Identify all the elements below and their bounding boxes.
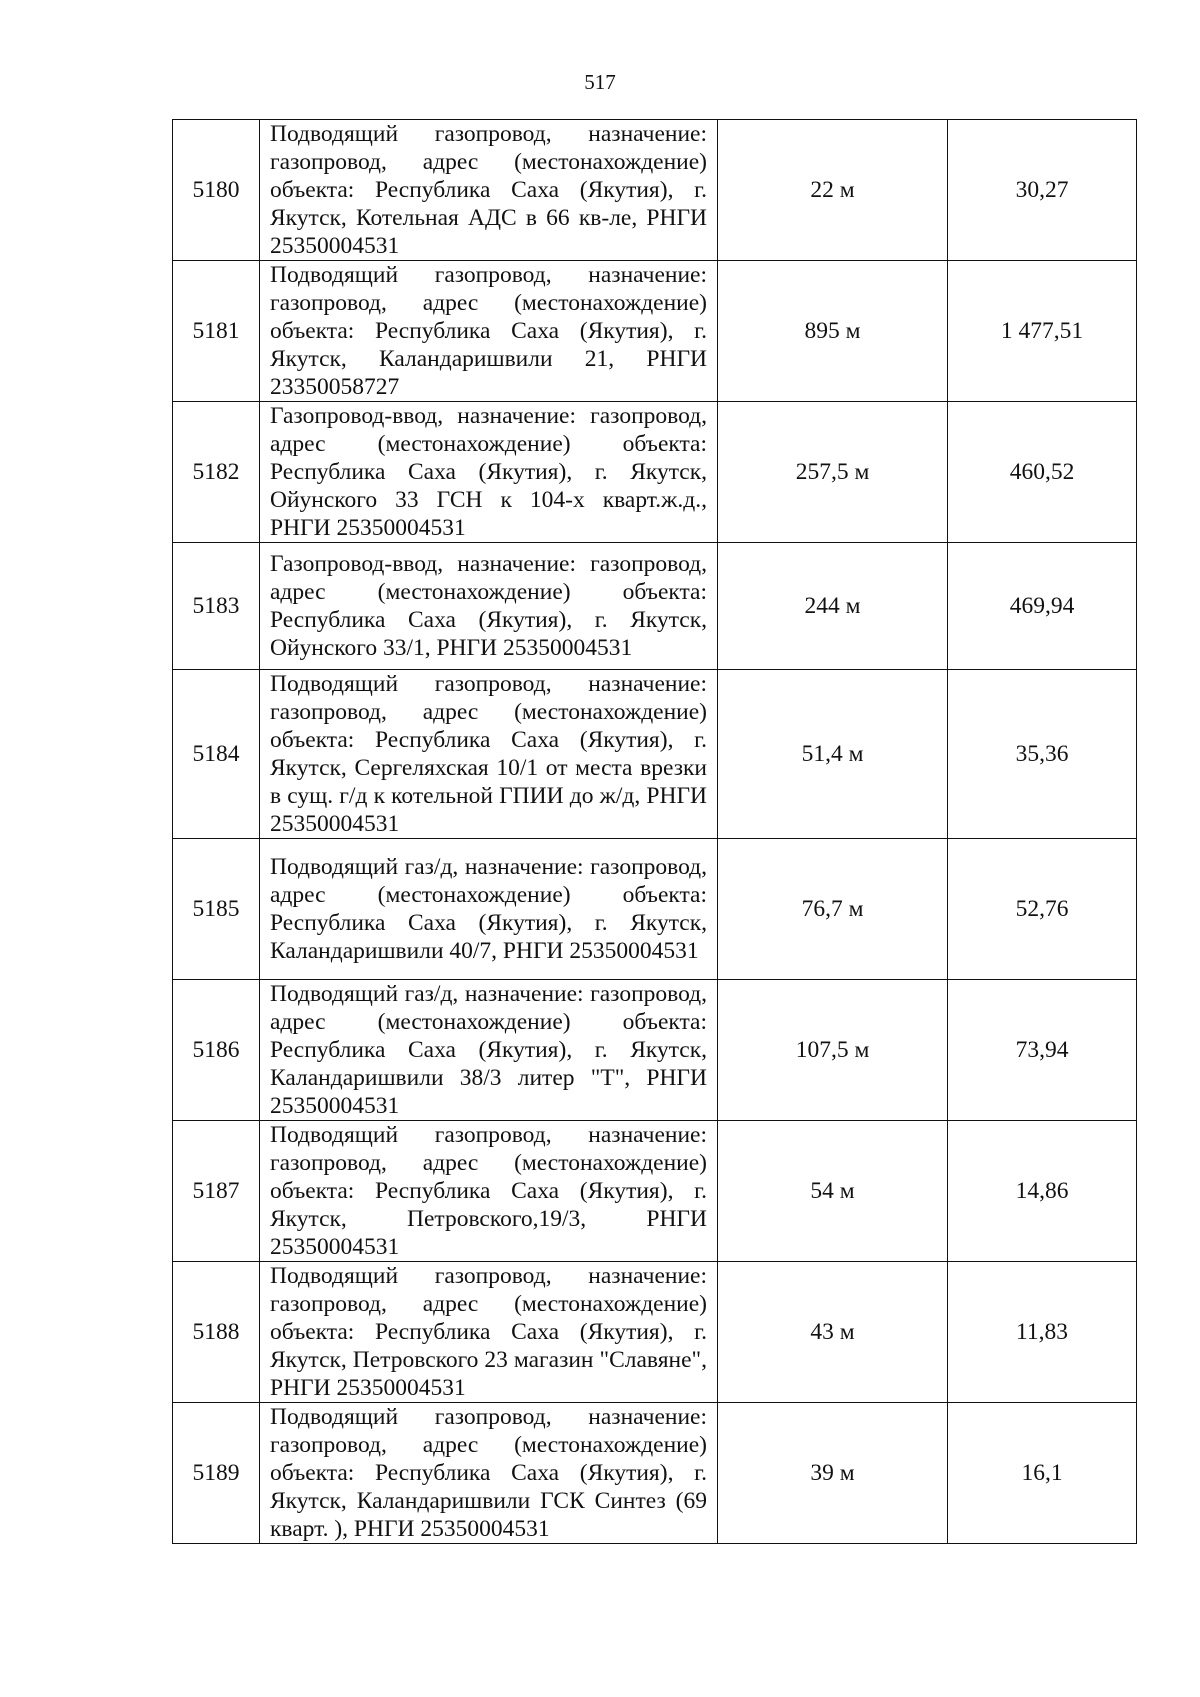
row-number: 5181 bbox=[173, 261, 260, 402]
object-length: 895 м bbox=[718, 261, 948, 402]
row-number: 5183 bbox=[173, 543, 260, 670]
property-registry-table bbox=[172, 119, 1137, 1544]
object-length: 107,5 м bbox=[718, 980, 948, 1121]
object-description: Подводящий газопровод, назначение: газопровод, адрес (местонахождение) объекта: Республика Саха (Якутия), г. Якутск, Петровского,19/3, РНГИ 25350004531 bbox=[260, 1121, 718, 1262]
object-length: 39 м bbox=[718, 1403, 948, 1544]
object-value: 30,27 bbox=[948, 120, 1137, 261]
table-row bbox=[173, 1121, 1137, 1262]
table-row bbox=[173, 402, 1137, 543]
table-row bbox=[173, 670, 1137, 839]
object-length: 257,5 м bbox=[718, 402, 948, 543]
row-number: 5187 bbox=[173, 1121, 260, 1262]
object-description: Газопровод-ввод, назначение: газопровод, адрес (местонахождение) объекта: Республика Саха (Якутия), г. Якутск, Ойунского 33 ГСН к 104-х кварт.ж.д., РНГИ 25350004531 bbox=[260, 402, 718, 543]
object-length: 51,4 м bbox=[718, 670, 948, 839]
object-length: 22 м bbox=[718, 120, 948, 261]
object-value: 1 477,51 bbox=[948, 261, 1137, 402]
row-number: 5180 bbox=[173, 120, 260, 261]
row-number: 5186 bbox=[173, 980, 260, 1121]
object-description: Подводящий газ/д, назначение: газопровод, адрес (местонахождение) объекта: Республика Саха (Якутия), г. Якутск, Каландаришвили 40/7, РНГИ 25350004531 bbox=[260, 839, 718, 980]
table-row bbox=[173, 980, 1137, 1121]
object-length: 43 м bbox=[718, 1262, 948, 1403]
object-value: 469,94 bbox=[948, 543, 1137, 670]
table-row bbox=[173, 543, 1137, 670]
row-number: 5184 bbox=[173, 670, 260, 839]
row-number: 5182 bbox=[173, 402, 260, 543]
object-description: Подводящий газ/д, назначение: газопровод, адрес (местонахождение) объекта: Республика Саха (Якутия), г. Якутск, Каландаришвили 38/3 литер "Т", РНГИ 25350004531 bbox=[260, 980, 718, 1121]
object-description: Подводящий газопровод, назначение: газопровод, адрес (местонахождение) объекта: Республика Саха (Якутия), г. Якутск, Каландаришвили ГСК Синтез (69 кварт. ), РНГИ 25350004531 bbox=[260, 1403, 718, 1544]
object-description: Подводящий газопровод, назначение: газопровод, адрес (местонахождение) объекта: Республика Саха (Якутия), г. Якутск, Сергеляхская 10/1 от места врезки в сущ. г/д к котельной ГПИИ до ж/д, РНГИ 25350004531 bbox=[260, 670, 718, 839]
object-value: 73,94 bbox=[948, 980, 1137, 1121]
row-number: 5185 bbox=[173, 839, 260, 980]
object-value: 35,36 bbox=[948, 670, 1137, 839]
object-description: Газопровод-ввод, назначение: газопровод, адрес (местонахождение) объекта: Республика Саха (Якутия), г. Якутск, Ойунского 33/1, РНГИ 25350004531 bbox=[260, 543, 718, 670]
page-number: 517 bbox=[584, 70, 616, 94]
object-description: Подводящий газопровод, назначение: газопровод, адрес (местонахождение) объекта: Республика Саха (Якутия), г. Якутск, Петровского 23 магазин "Славяне", РНГИ 25350004531 bbox=[260, 1262, 718, 1403]
object-value: 16,1 bbox=[948, 1403, 1137, 1544]
object-value: 11,83 bbox=[948, 1262, 1137, 1403]
row-number: 5188 bbox=[173, 1262, 260, 1403]
object-value: 460,52 bbox=[948, 402, 1137, 543]
table-row bbox=[173, 839, 1137, 980]
object-length: 54 м bbox=[718, 1121, 948, 1262]
object-length: 76,7 м bbox=[718, 839, 948, 980]
object-length: 244 м bbox=[718, 543, 948, 670]
table-row bbox=[173, 261, 1137, 402]
table-row bbox=[173, 1262, 1137, 1403]
table-row bbox=[173, 120, 1137, 261]
object-description: Подводящий газопровод, назначение: газопровод, адрес (местонахождение) объекта: Республика Саха (Якутия), г. Якутск, Каландаришвили 21, РНГИ 23350058727 bbox=[260, 261, 718, 402]
table-row bbox=[173, 1403, 1137, 1544]
row-number: 5189 bbox=[173, 1403, 260, 1544]
object-description: Подводящий газопровод, назначение: газопровод, адрес (местонахождение) объекта: Республика Саха (Якутия), г. Якутск, Котельная АДС в 66 кв-ле, РНГИ 25350004531 bbox=[260, 120, 718, 261]
object-value: 52,76 bbox=[948, 839, 1137, 980]
object-value: 14,86 bbox=[948, 1121, 1137, 1262]
